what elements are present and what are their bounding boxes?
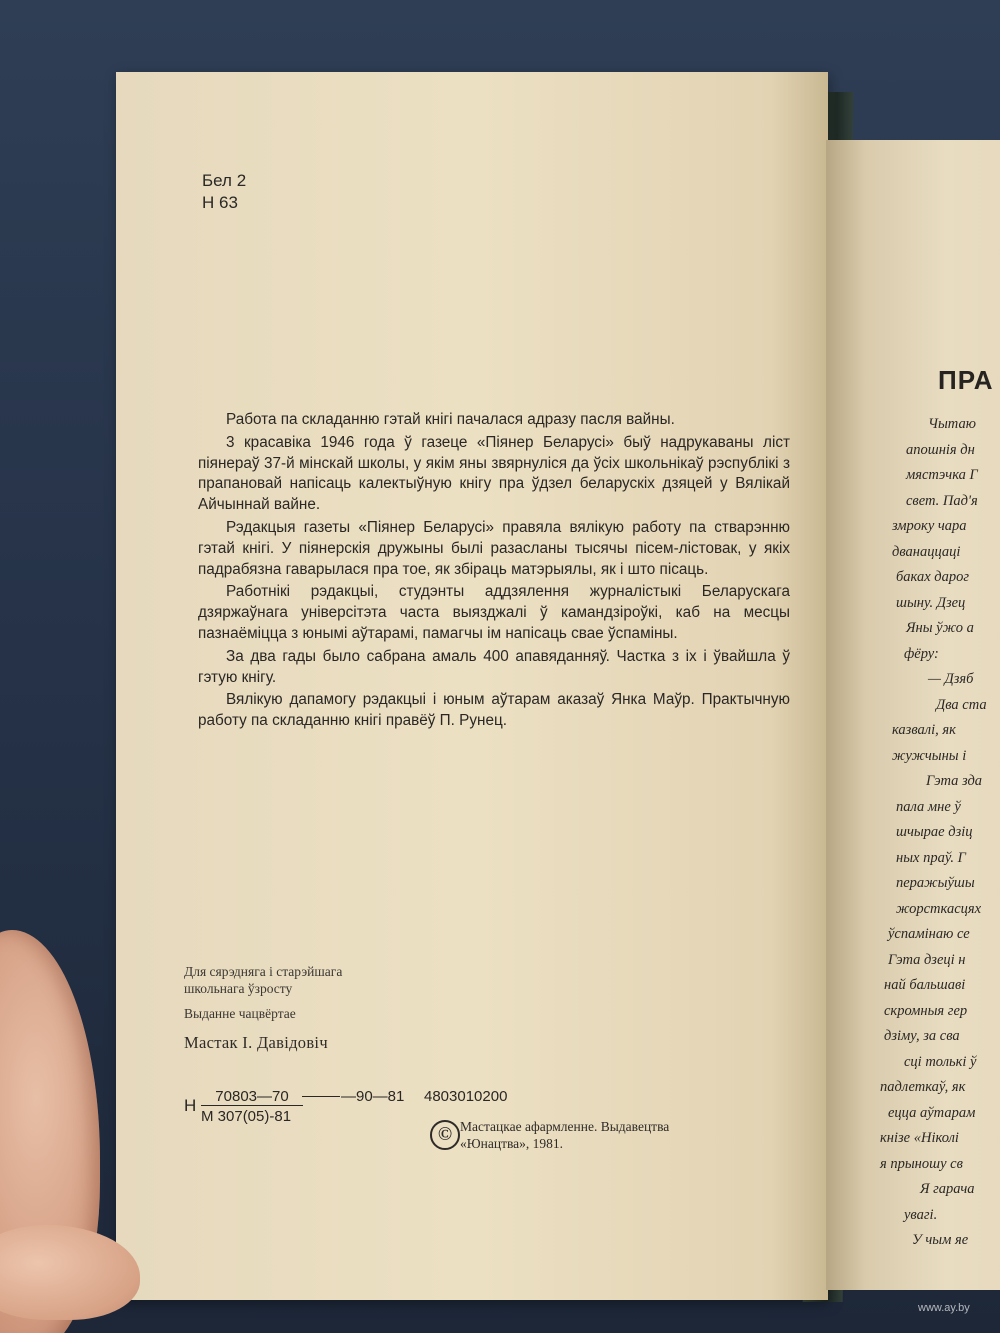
right-line: Яны ўжо а [906,620,974,636]
illustrator-credit: Мастак І. Давідовіч [184,1033,328,1052]
catalog-fraction-line [302,1096,340,1097]
right-line: жорсткасцях [896,900,982,917]
preface-paragraph: 3 красавіка 1946 года ў газеце «Піянер Беларусі» быў надрукаваны ліст піянераў 37-й мінскай школы, у якім яны звярнуліся да ўсіх школьнікаў рэспублікі з прапановай напісаць калектыўную кнігу пра ўдзел беларускіх дзяцей у Вялікай Айчыннай вайне. [198,433,790,514]
right-line: фёру: [904,645,939,662]
site-watermark: www.ay.by [918,1302,970,1314]
right-line: Чытаю [928,416,976,432]
catalog-isbn: 4803010200 [424,1088,508,1105]
right-line: свет. Пад'я [906,492,978,509]
preface-paragraph: За два гады было сабрана амаль 400 апавяданняў. Частка з іх і ўвайшла ў гэтую кнігу. [198,647,790,686]
right-line: Я гарача [920,1181,975,1197]
right-line: скромныя гер [884,1002,968,1019]
preface-text [198,410,790,734]
shelf-code-line: Бел 2 [202,171,247,190]
audience-line: школьнага ўзросту [184,981,293,996]
right-line: баках дарог [896,569,970,585]
right-line: У чым яе [912,1232,969,1248]
audience-note [184,963,484,997]
right-line: кнізе «Ніколі [880,1130,959,1146]
right-line: жужчыны і [892,747,967,764]
edition-note: Выданне чацвёртае [184,1006,296,1021]
copyright-notice [430,1118,669,1152]
right-line: змроку чара [892,518,967,534]
copyright-line: «Юнацтва», 1981. [460,1136,564,1151]
right-line: апошнія дн [906,441,975,458]
right-line: я прыношу св [880,1155,963,1172]
audience-line: Для сярэдняга і старэйшага [184,964,343,979]
right-line: Гэта дзеці н [888,951,966,968]
right-line: перажыўшы [896,875,975,891]
right-page [826,140,1000,1290]
right-line: шыну. Дзец [896,594,966,611]
copyright-line: Мастацкае афармленне. Выдавецтва [460,1119,670,1134]
right-line: казвалі, як [892,722,956,738]
right-line: най бальшаві [884,977,966,993]
right-line: Гэта зда [926,773,983,789]
preface-paragraph: Работнікі рэдакцыі, студэнты аддзялення журналістыкі Беларускага дзяржаўнага універсітэта часта выязджалі ў камандзіроўкі, каб на месцы пазнаёміцца з юнымі аўтарамі, памагчы ім напісаць свае ўспаміны. [198,583,790,642]
right-line: дванаццаці [892,543,961,560]
preface-paragraph: Работа па складанню гэтай кнігі пачалася адразу пасля вайны. [226,411,675,428]
imprint-notes [184,963,484,1022]
right-line: мястэчка Г [906,467,978,483]
right-line: ецца аўтарам [888,1104,976,1121]
shelf-code [202,170,246,214]
right-line: дзіму, за сва [884,1028,960,1044]
shelf-code-line: Н 63 [202,193,238,212]
right-line: увагі. [904,1206,938,1223]
right-line: падлеткаў, як [880,1079,966,1095]
right-page-text [856,412,1000,1254]
preface-paragraph: Рэдакцыя газеты «Піянер Беларусі» правяла вялікую работу па стварэнню гэтай кнігі. У піянерскія дружыны былі разасланы тысячы пісем-лістовак, у якіх падрабязна гаварылася пра тое, як збіраць матэрыялы, як і што пісаць. [198,518,790,578]
right-line: Два ста [936,696,987,713]
catalog-numerator: 70803—70 [201,1088,303,1106]
copyright-icon: © [430,1120,460,1150]
right-line: ных праў. Г [896,849,966,866]
right-line: пала мне ў [896,798,961,815]
right-line: — Дзяб [928,671,974,687]
catalog-middle: —90—81 [341,1088,405,1105]
catalog-letter: Н [184,1096,197,1115]
right-line: шчырае дзіц [896,824,973,840]
right-line: сці толькі ў [904,1053,977,1070]
preface-paragraph: Вялікую дапамогу рэдакцыі і юным аўтарам аказаў Янка Маўр. Практычную работу па складанню кнігі правёў П. Рунец. [198,691,790,730]
catalog-denominator: М 307(05)-81 [201,1108,292,1125]
right-line: ўспамінаю се [888,926,970,942]
right-page-heading: ПРА [938,365,994,395]
